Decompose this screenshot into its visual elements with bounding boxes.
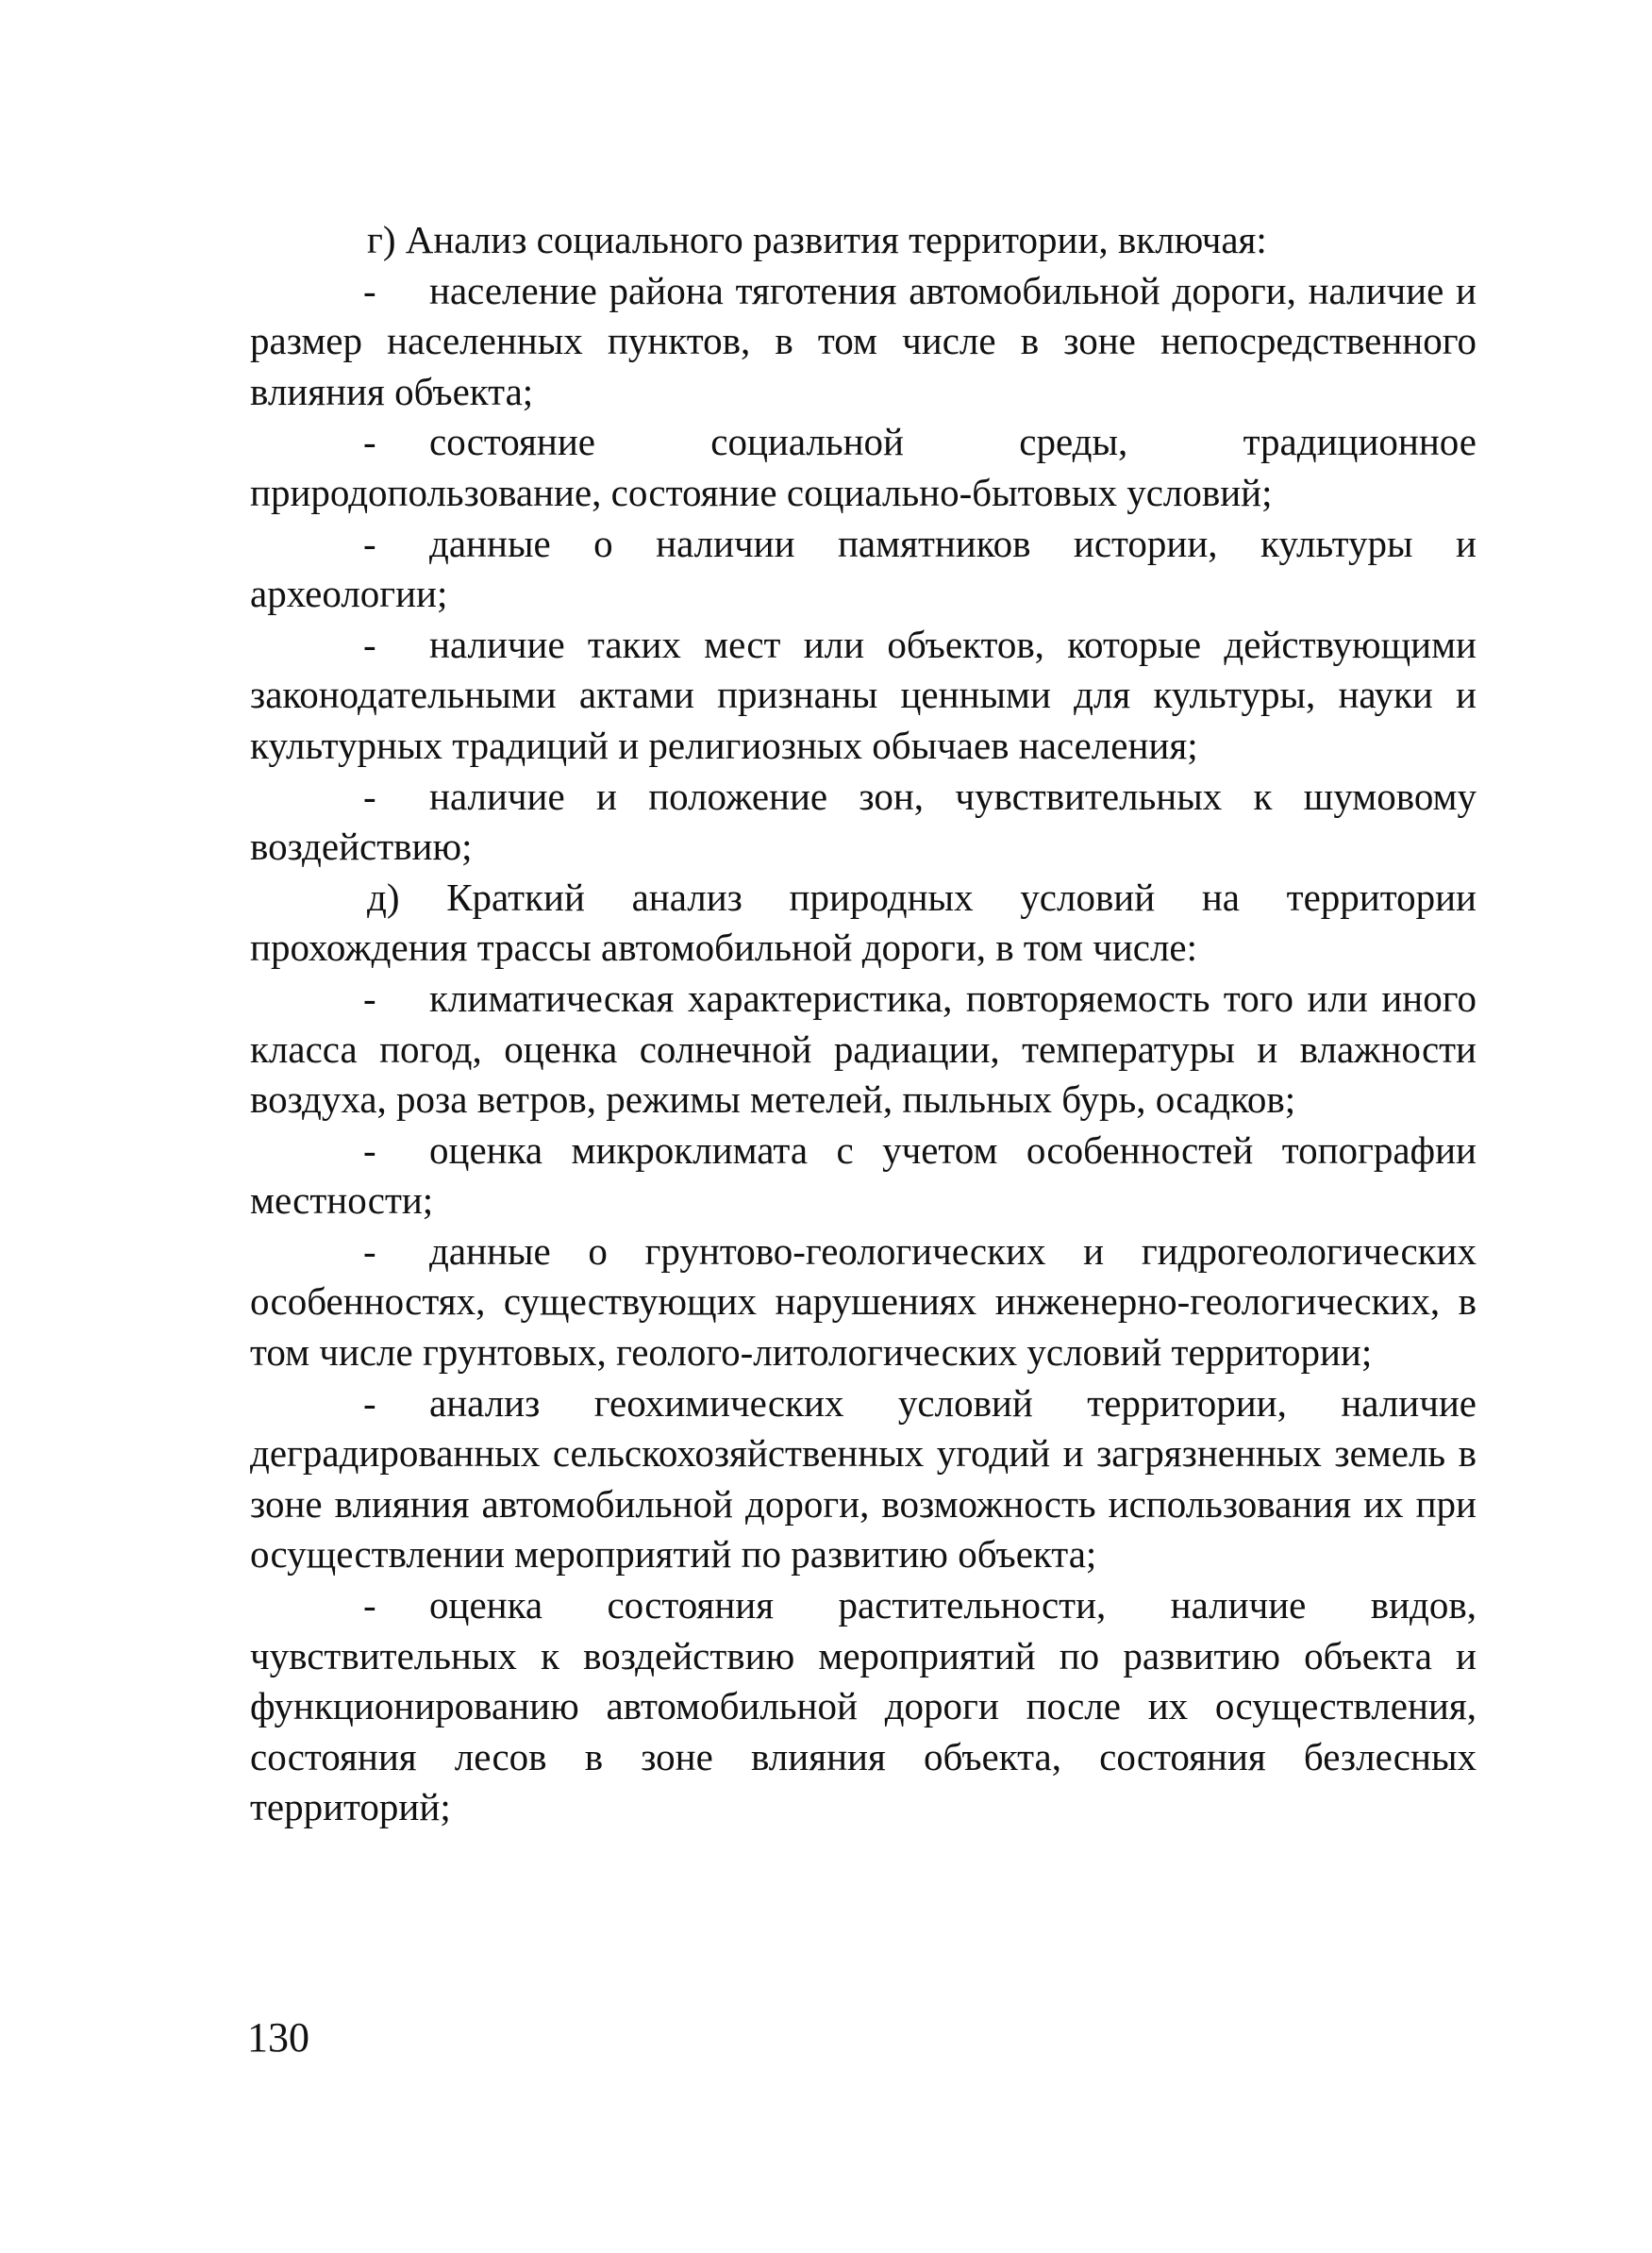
dash-marker: - <box>363 976 376 1020</box>
dash-marker: - <box>363 268 376 312</box>
list-item: - климатическая характеристика, повторяемость того или иного класса погод, оценка солнечной радиации, температуры и влажности воздуха, роза ветров, режимы метелей, пыльных бурь, осадков; <box>250 974 1477 1126</box>
dash-marker: - <box>363 420 376 464</box>
list-item: - наличие и положение зон, чувствительных к шумовому воздействию; <box>250 772 1477 873</box>
dash-marker: - <box>363 1228 376 1273</box>
list-item: - данные о грунтово-геологических и гидрогеологических особенностях, существующих нарушениях инженерно-геологических, в том числе грунтовых, геолого-литологических условий территории; <box>250 1227 1477 1378</box>
page-number: 130 <box>247 2014 309 2061</box>
list-item: - состояние социальной среды, традиционное природопользование, состояние социально-бытовых условий; <box>250 417 1477 518</box>
dash-marker: - <box>363 1583 376 1627</box>
section-heading-d: д) Краткий анализ природных условий на территории прохождения трассы автомобильной дороги, в том числе: <box>250 875 1477 970</box>
dash-marker: - <box>363 1380 376 1425</box>
dash-marker: - <box>363 774 376 818</box>
list-item: - оценка состояния растительности, наличие видов, чувствительных к воздействию мероприятий по развитию объекта и функционированию автомобильной дороги после их осуществления, состояния лесов в зоне влияния объекта, состояния безлесных территорий; <box>250 1580 1477 1833</box>
dash-marker: - <box>363 521 376 565</box>
body-text <box>250 215 1477 1833</box>
list-item: - анализ геохимических условий территории, наличие деградированных сельскохозяйственных угодий и загрязненных земель в зоне влияния автомобильной дороги, возможность использования их при осуществлении мероприятий по развитию объекта; <box>250 1378 1477 1580</box>
section-heading-g: г) Анализ социального развития территории, включая: <box>367 218 1267 261</box>
list-item: - население района тяготения автомобильной дороги, наличие и размер населенных пунктов, в том числе в зоне непосредственного влияния объекта; <box>250 266 1477 418</box>
list-item: - оценка микроклимата с учетом особенностей топографии местности; <box>250 1126 1477 1227</box>
list-item: - данные о наличии памятников истории, культуры и археологии; <box>250 519 1477 620</box>
list-item: - наличие таких мест или объектов, которые действующими законодательными актами признаны ценными для культуры, науки и культурных традиций и религиозных обычаев населения; <box>250 620 1477 772</box>
dash-marker: - <box>363 1127 376 1172</box>
dash-marker: - <box>363 622 376 666</box>
